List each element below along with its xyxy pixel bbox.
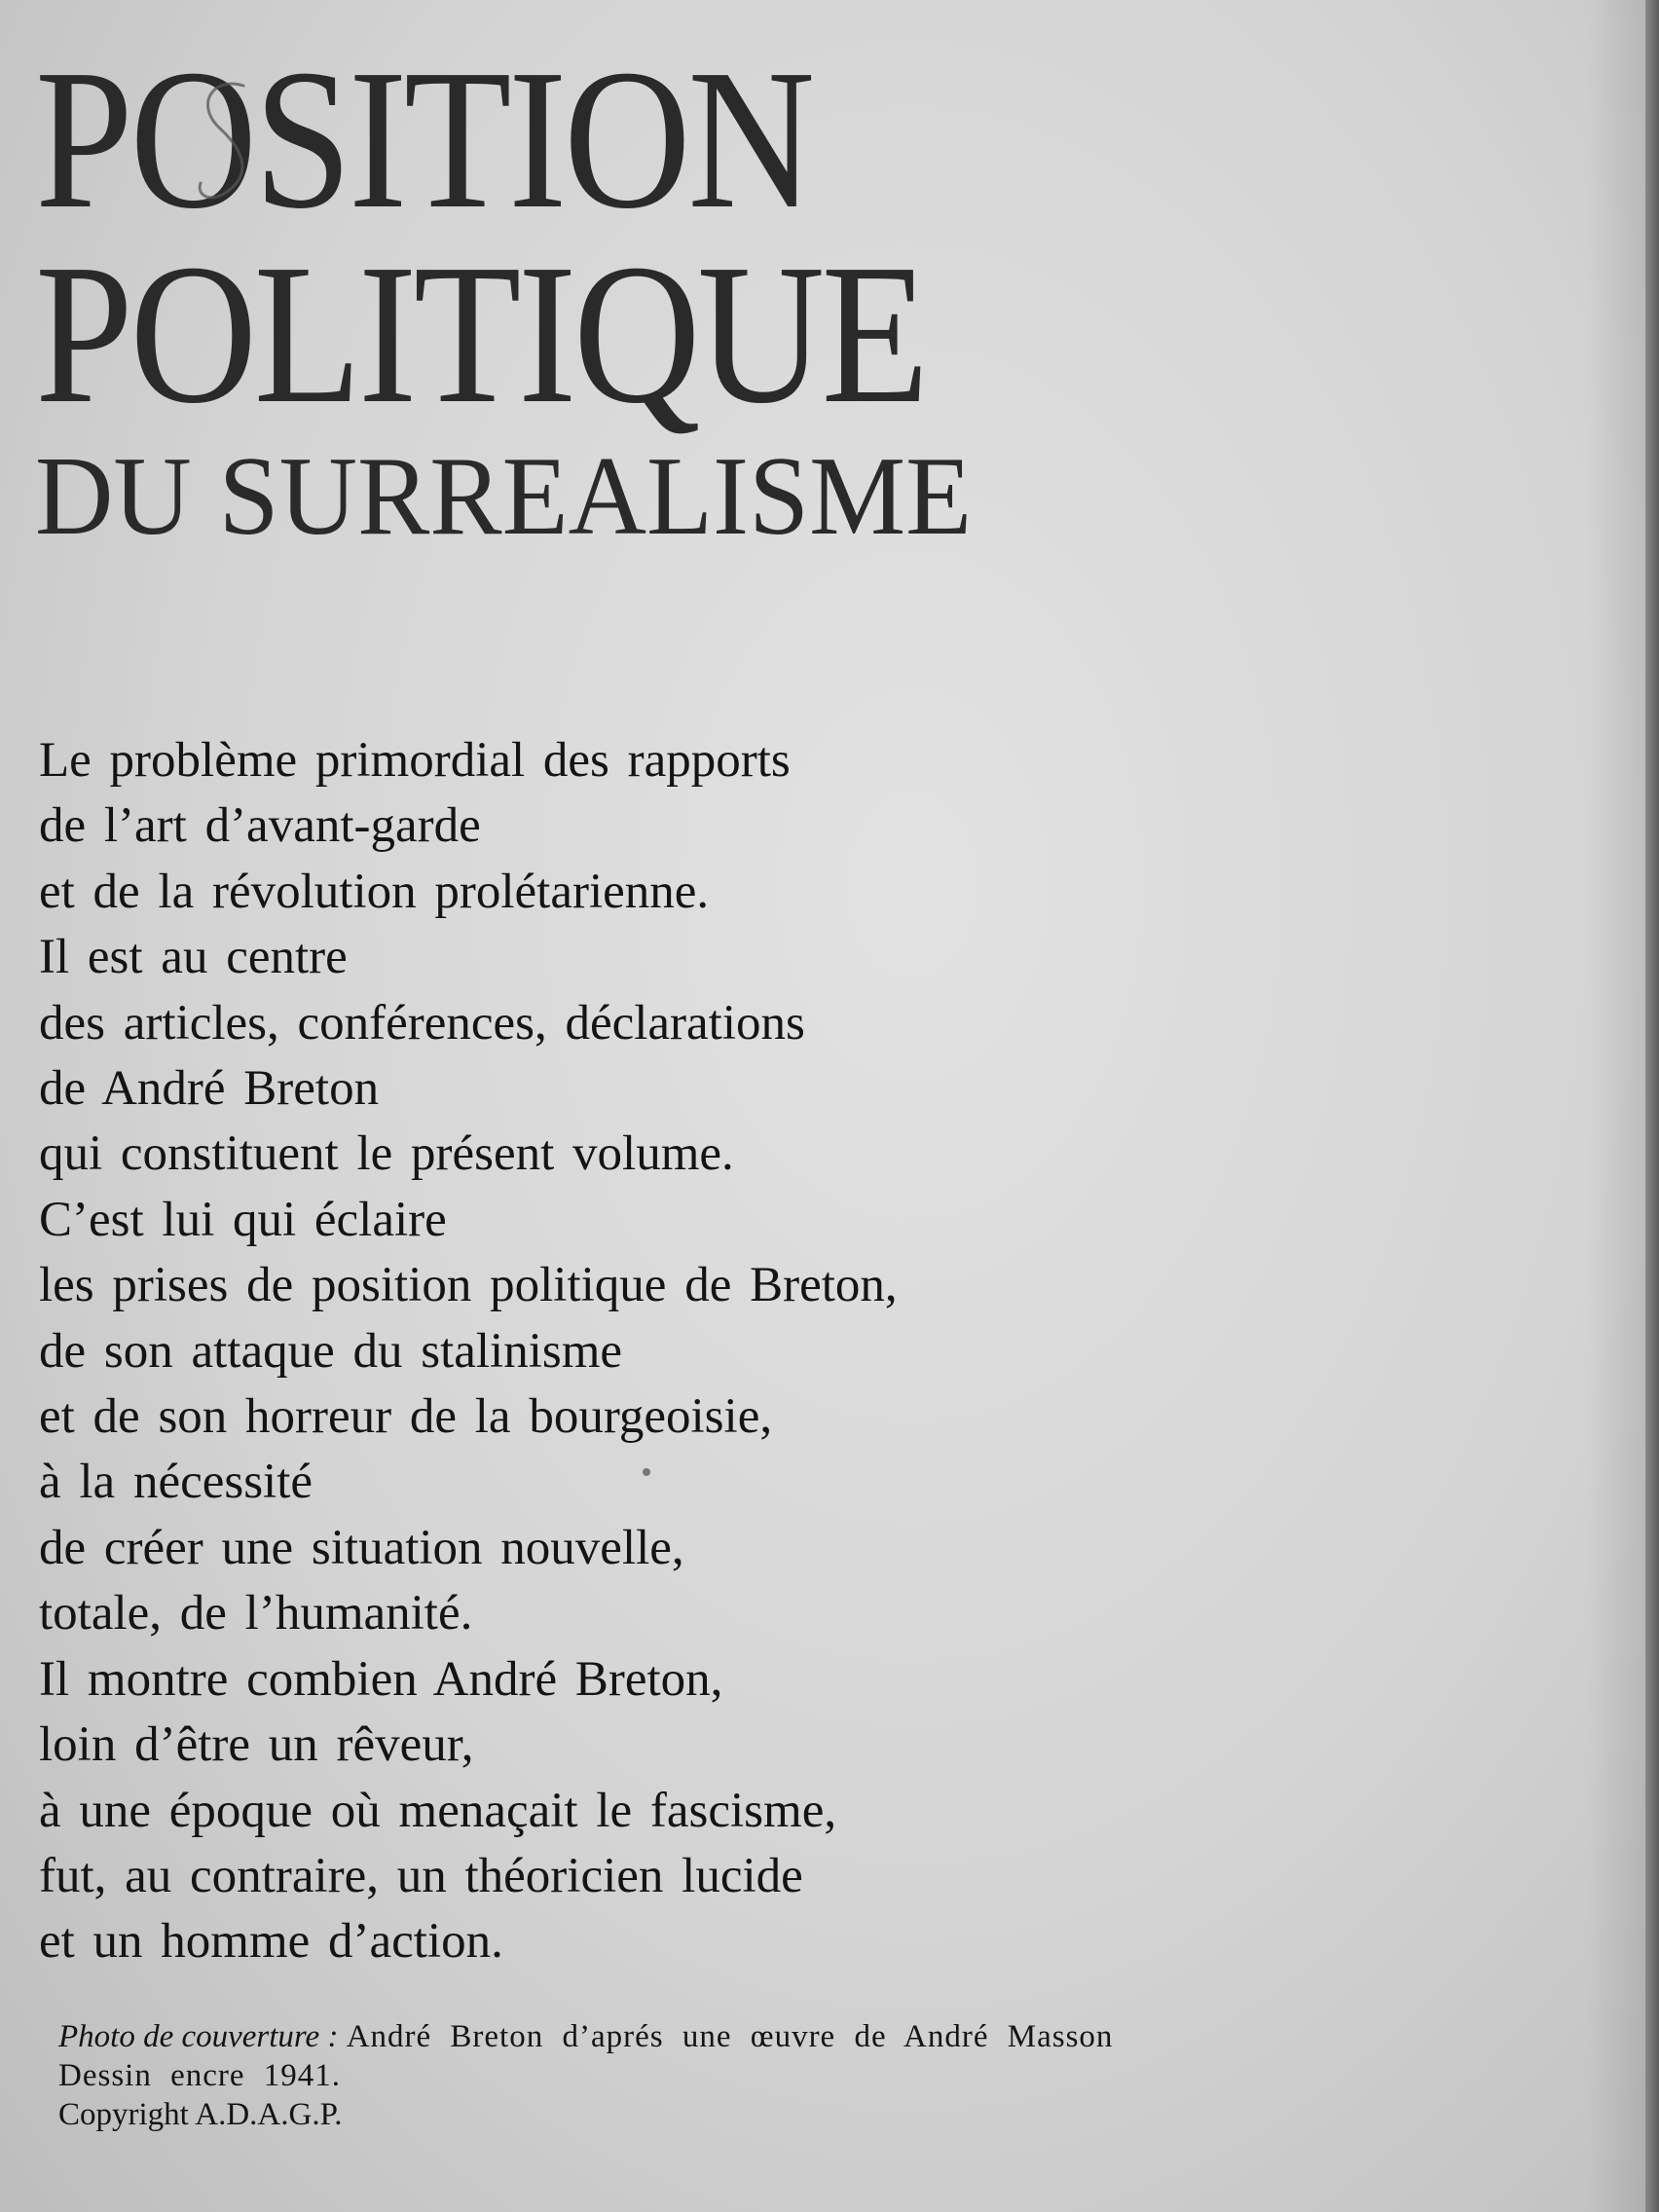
handwritten-pencil-mark [173,68,280,214]
blurb-line: totale, de l’humanité. [39,1586,473,1641]
blurb-line: de créer une situation nouvelle, [39,1520,684,1575]
blurb-line: loin d’être un rêveur, [39,1717,474,1773]
blurb-line: qui constituent le présent volume. [39,1126,734,1182]
spine-shadow [1587,0,1645,2212]
title-line-position: POSITION [35,27,812,250]
blurb-line: C’est lui qui éclaire [39,1192,447,1247]
blurb-line: à la nécessité [39,1455,313,1510]
blurb-line: fut, au contraire, un théoricien lucide [39,1848,803,1903]
drawing-credit: Dessin encre 1941. [58,2058,342,2093]
blurb-line: de son attaque du stalinisme [39,1323,623,1379]
paper-speck [643,1468,650,1476]
copyright-notice: Copyright A.D.A.G.P. [58,2097,343,2132]
spine-edge [1645,0,1659,2212]
blurb-line: à une époque où menaçait le fascisme, [39,1783,837,1838]
blurb-line: les prises de position politique de Breton, [39,1258,898,1313]
cover-credits [58,2017,1421,2134]
blurb-line: et un homme d’action. [39,1914,503,1970]
photo-credit-value: André Breton d’aprés une œuvre de André Masson [346,2019,1114,2054]
blurb-line: et de la révolution prolétarienne. [39,864,710,919]
title-line-du-surrealisme: DU SURREALISME [35,434,973,559]
blurb-line: de André Breton [39,1061,380,1117]
photo-credit-label: Photo de couverture : [58,2019,339,2054]
blurb-text [39,728,1207,1975]
blurb-line: Il montre combien André Breton, [39,1651,723,1707]
title-line-politique: POLITIQUE [35,222,926,445]
blurb-line: Le problème primordial des rapports [39,733,791,788]
blurb-line: et de son horreur de la bourgeoisie, [39,1389,773,1445]
blurb-line: des articles, conférences, déclarations [39,995,805,1051]
photo-credit-line [58,2017,1421,2056]
blurb-line: Il est au centre [39,930,348,985]
blurb-line: de l’art d’avant-garde [39,798,481,854]
